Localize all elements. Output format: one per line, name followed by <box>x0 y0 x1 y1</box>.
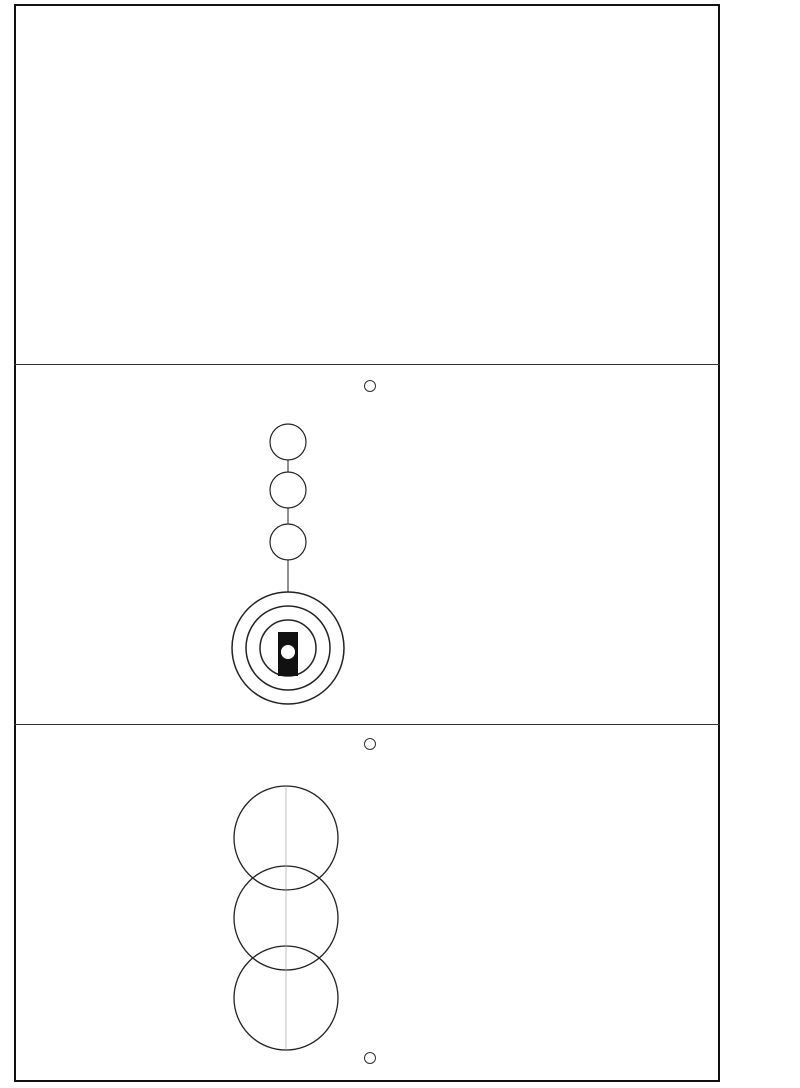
three-realms-diagram <box>228 420 348 720</box>
panel-divider-top <box>14 364 720 365</box>
panel-divider-bottom <box>14 724 720 725</box>
middle-panel <box>20 370 714 720</box>
binding-hole <box>364 380 376 392</box>
three-powers-diagram <box>216 780 356 1070</box>
binding-hole <box>364 1052 376 1064</box>
right-margin <box>720 0 800 1088</box>
top-panel <box>20 10 714 360</box>
binding-hole <box>364 738 376 750</box>
bottom-panel <box>20 730 714 1075</box>
